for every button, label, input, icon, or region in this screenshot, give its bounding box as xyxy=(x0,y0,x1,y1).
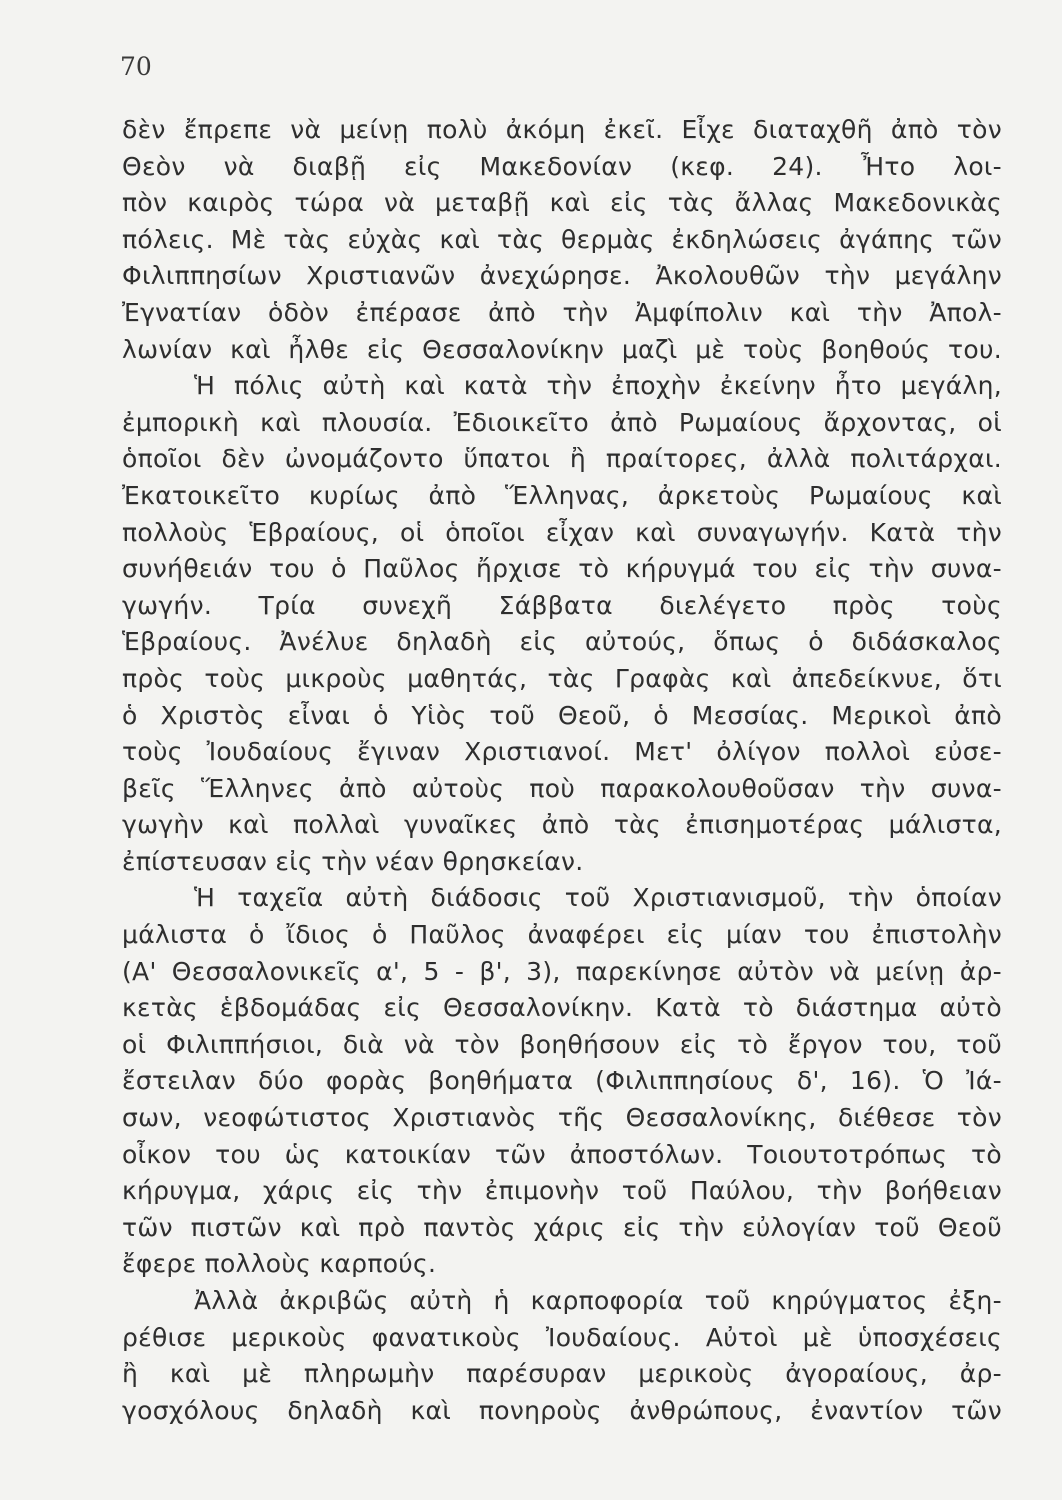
text-line: τοὺς Ἰουδαίους ἔγιναν Χριστιανοί. Μετ' ὀλίγον πολλοὶ εὐσε- xyxy=(122,737,1002,767)
text-line: ἔστειλαν δύο φορὰς βοηθήματα (Φιλιππησίους δ', 16). Ὁ Ἰά- xyxy=(122,1066,1002,1096)
text-line: ὁποῖοι δὲν ὠνομάζοντο ὕπατοι ἢ πραίτορες, ἀλλὰ πολιτάρχαι. xyxy=(122,444,1002,474)
text-line: πὸν καιρὸς τώρα νὰ μεταβῇ καὶ εἰς τὰς ἄλλας Μακεδονικὰς xyxy=(122,188,1002,218)
text-line: λωνίαν καὶ ἦλθε εἰς Θεσσαλονίκην μαζὶ μὲ τοὺς βοηθούς του. xyxy=(122,334,1002,364)
text-line: ἢ καὶ μὲ πληρωμὴν παρέσυραν μερικοὺς ἀγοραίους, ἀρ- xyxy=(122,1359,1002,1389)
text-line: δὲν ἔπρεπε νὰ μείνῃ πολὺ ἀκόμη ἐκεῖ. Εἶχε διαταχθῆ ἀπὸ τὸν xyxy=(122,115,1002,144)
text-line: Θεὸν νὰ διαβῇ εἰς Μακεδονίαν (κεφ. 24). Ἦτο λοι- xyxy=(122,151,1002,181)
text-line: ἔφερε πολλοὺς καρπούς. xyxy=(122,1249,437,1279)
text-line: οἱ Φιλιππήσιοι, διὰ νὰ τὸν βοηθήσουν εἰς τὸ ἔργον του, τοῦ xyxy=(122,1029,1002,1059)
text-line: κετὰς ἑβδομάδας εἰς Θεσσαλονίκην. Κατὰ τὸ διάστημα αὐτὸ xyxy=(122,993,1002,1023)
text-line: ὁ Χριστὸς εἶναι ὁ Υἱὸς τοῦ Θεοῦ, ὁ Μεσσίας. Μερικοὶ ἀπὸ xyxy=(122,700,1002,730)
text-line: κήρυγμα, χάρις εἰς τὴν ἐπιμονὴν τοῦ Παύλου, τὴν βοήθειαν xyxy=(122,1176,1002,1206)
text-line: Ἐκατοικεῖτο κυρίως ἀπὸ Ἕλληνας, ἀρκετοὺς Ρωμαίους καὶ xyxy=(122,480,1002,510)
text-line: Ἐγνατίαν ὁδὸν ἐπέρασε ἀπὸ τὴν Ἀμφίπολιν καὶ τὴν Ἀπολ- xyxy=(122,297,1002,327)
text-line: πρὸς τοὺς μικροὺς μαθητάς, τὰς Γραφὰς καὶ ἀπεδείκνυε, ὅτι xyxy=(122,663,1002,693)
text-line: συνήθειάν του ὁ Παῦλος ἤρχισε τὸ κήρυγμά του εἰς τὴν συνα- xyxy=(122,554,1002,584)
text-line: γωγήν. Τρία συνεχῆ Σάββατα διελέγετο πρὸς τοὺς xyxy=(122,590,1002,620)
text-line: ἐπίστευσαν εἰς τὴν νέαν θρησκείαν. xyxy=(122,846,584,876)
page-number: 70 xyxy=(120,52,152,81)
text-line: γοσχόλους δηλαδὴ καὶ πονηροὺς ἀνθρώπους, ἐναντίον τῶν xyxy=(122,1395,1002,1425)
text-line: πόλεις. Μὲ τὰς εὐχὰς καὶ τὰς θερμὰς ἐκδηλώσεις ἀγάπης τῶν xyxy=(122,224,1002,254)
text-line: Ἡ ταχεῖα αὐτὴ διάδοσις τοῦ Χριστιανισμοῦ, τὴν ὁποίαν xyxy=(194,883,1002,913)
text-line: βεῖς Ἕλληνες ἀπὸ αὐτοὺς ποὺ παρακολουθοῦσαν τὴν συνα- xyxy=(122,773,1002,803)
text-line: γωγὴν καὶ πολλαὶ γυναῖκες ἀπὸ τὰς ἐπισημοτέρας μάλιστα, xyxy=(122,810,1002,840)
text-line: ἐμπορικὴ καὶ πλουσία. Ἐδιοικεῖτο ἀπὸ Ρωμαίους ἄρχοντας, οἱ xyxy=(122,407,1002,437)
text-line: οἶκον του ὡς κατοικίαν τῶν ἀποστόλων. Τοιουτοτρόπως τὸ xyxy=(122,1139,1002,1169)
text-line: Ἑβραίους. Ἀνέλυε δηλαδὴ εἰς αὐτούς, ὅπως ὁ διδάσκαλος xyxy=(122,627,1002,657)
text-line: σων, νεοφώτιστος Χριστιανὸς τῆς Θεσσαλονίκης, διέθεσε τὸν xyxy=(122,1103,1002,1133)
text-line: μάλιστα ὁ ἴδιος ὁ Παῦλος ἀναφέρει εἰς μίαν του ἐπιστολὴν xyxy=(122,920,1002,950)
text-line: Ἀλλὰ ἀκριβῶς αὐτὴ ἡ καρποφορία τοῦ κηρύγματος ἐξη- xyxy=(194,1286,1002,1315)
text-line: ρέθισε μερικοὺς φανατικοὺς Ἰουδαίους. Αὐτοὶ μὲ ὑποσχέσεις xyxy=(122,1322,1002,1352)
text-line: Φιλιππησίων Χριστιανῶν ἀνεχώρησε. Ἀκολουθῶν τὴν μεγάλην xyxy=(122,261,1002,291)
text-line: Ἡ πόλις αὐτὴ καὶ κατὰ τὴν ἐποχὴν ἐκείνην ἦτο μεγάλη, xyxy=(194,371,1002,401)
body-text xyxy=(122,112,1002,1429)
text-line: (Α' Θεσσαλονικεῖς α', 5 - β', 3), παρεκίνησε αὐτὸν νὰ μείνῃ ἀρ- xyxy=(122,956,1002,986)
text-line: πολλοὺς Ἑβραίους, οἱ ὁποῖοι εἶχαν καὶ συναγωγήν. Κατὰ τὴν xyxy=(122,517,1002,547)
text-line: τῶν πιστῶν καὶ πρὸ παντὸς χάρις εἰς τὴν εὐλογίαν τοῦ Θεοῦ xyxy=(122,1212,1002,1242)
